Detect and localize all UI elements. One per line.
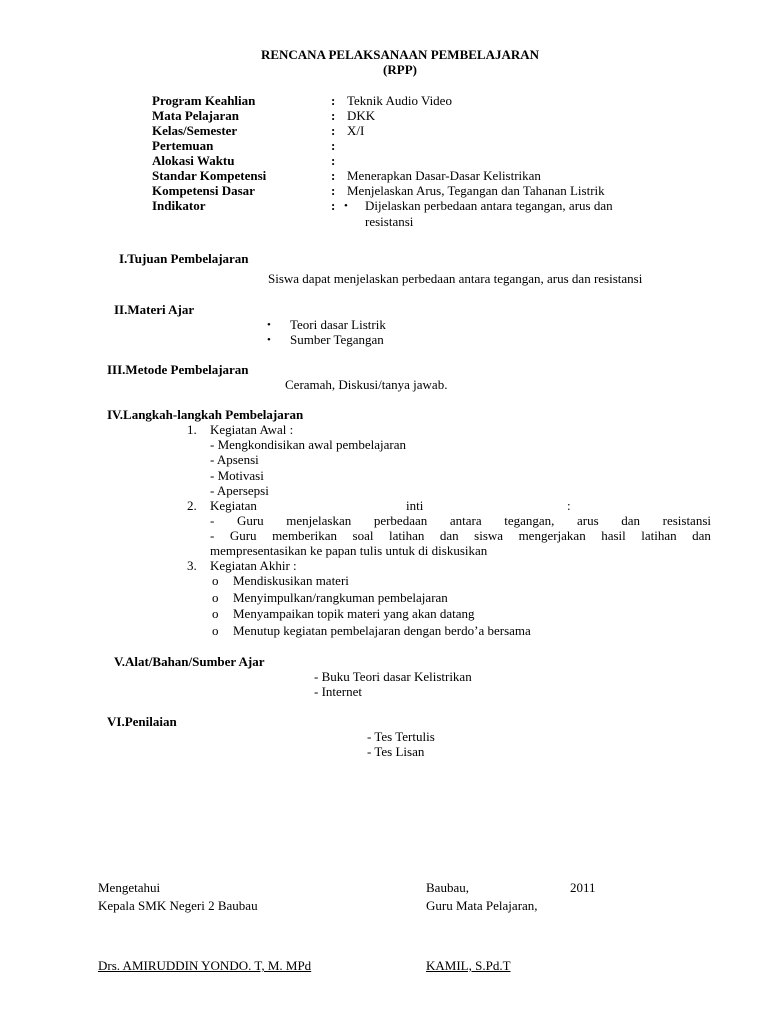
circle-bullet-icon: o: [212, 590, 219, 605]
list-item: - Internet: [314, 684, 363, 699]
word: soal: [352, 528, 374, 543]
signature-place: Baubau,: [426, 880, 469, 895]
info-label: Indikator: [152, 198, 206, 213]
info-value: DKK: [347, 108, 376, 123]
info-colon: :: [331, 198, 336, 213]
signature-left-line1: Mengetahui: [98, 880, 161, 895]
info-colon: :: [331, 123, 336, 138]
justified-line: [210, 528, 711, 543]
info-label: Pertemuan: [152, 138, 214, 153]
word: dan: [621, 513, 641, 528]
info-label: Kompetensi Dasar: [152, 183, 255, 198]
info-value: Menjelaskan Arus, Tegangan dan Tahanan Listrik: [347, 183, 605, 198]
section-heading-alat: V.Alat/Bahan/Sumber Ajar: [114, 654, 265, 669]
step-number: 2.: [187, 498, 197, 513]
info-label: Kelas/Semester: [152, 123, 238, 138]
info-label: Alokasi Waktu: [152, 153, 235, 168]
section-heading-metode: III.Metode Pembelajaran: [107, 362, 249, 377]
word: dan: [439, 528, 459, 543]
tujuan-text: Siswa dapat menjelaskan perbedaan antara tegangan, arus dan resistansi: [268, 271, 643, 286]
step-title: Kegiatan: [210, 498, 257, 513]
info-value: Menerapkan Dasar-Dasar Kelistrikan: [347, 168, 541, 183]
list-item: Sumber Tegangan: [290, 332, 384, 347]
list-item: - Motivasi: [210, 468, 264, 483]
word: latihan: [641, 528, 677, 543]
list-item: Mendiskusikan materi: [233, 573, 349, 588]
info-label: Program Keahlian: [152, 93, 256, 108]
info-colon: :: [331, 108, 336, 123]
signature-year: 2011: [570, 880, 596, 895]
section-heading-langkah: IV.Langkah-langkah Pembelajaran: [107, 407, 304, 422]
list-item: - Mengkondisikan awal pembelajaran: [210, 437, 407, 452]
info-colon: :: [331, 183, 336, 198]
paragraph-line: mempresentasikan ke papan tulis untuk di diskusikan: [210, 543, 488, 558]
word: Guru: [236, 513, 264, 528]
list-item: Teori dasar Listrik: [290, 317, 386, 332]
info-label: Standar Kompetensi: [152, 168, 267, 183]
info-colon: :: [331, 168, 336, 183]
list-item: - Apsensi: [210, 452, 259, 467]
circle-bullet-icon: o: [212, 573, 219, 588]
info-colon: :: [331, 138, 336, 153]
word: Guru: [229, 528, 257, 543]
circle-bullet-icon: o: [212, 606, 219, 621]
list-item: Menyampaikan topik materi yang akan datang: [233, 606, 475, 621]
word: tegangan,: [504, 513, 555, 528]
word: memberikan: [272, 528, 338, 543]
list-item: - Apersepsi: [210, 483, 269, 498]
signature-left-name: Drs. AMIRUDDIN YONDO. T, M. MPd: [98, 958, 312, 973]
word: latihan: [389, 528, 425, 543]
word: perbedaan: [373, 513, 428, 528]
section-heading-tujuan: I.Tujuan Pembelajaran: [119, 251, 249, 266]
info-colon: :: [331, 153, 336, 168]
step-title: Kegiatan Awal :: [210, 422, 294, 437]
metode-text: Ceramah, Diskusi/tanya jawab.: [285, 377, 448, 392]
word: -: [210, 528, 215, 543]
list-item: - Buku Teori dasar Kelistrikan: [314, 669, 472, 684]
info-value: Teknik Audio Video: [347, 93, 452, 108]
word: antara: [449, 513, 482, 528]
step-number: 3.: [187, 558, 197, 573]
list-item: - Tes Lisan: [367, 744, 425, 759]
info-value: X/I: [347, 123, 365, 138]
list-item: Menyimpulkan/rangkuman pembelajaran: [233, 590, 448, 605]
document-title: RENCANA PELAKSANAAN PEMBELAJARAN: [260, 47, 540, 62]
signature-right-name: KAMIL, S.Pd.T: [426, 958, 511, 973]
bullet-icon: •: [267, 319, 271, 331]
justified-line: [210, 513, 711, 528]
info-colon: :: [331, 93, 336, 108]
section-heading-penilaian: VI.Penilaian: [107, 714, 177, 729]
step-title: Kegiatan Akhir :: [210, 558, 297, 573]
word: arus: [576, 513, 599, 528]
word: resistansi: [662, 513, 711, 528]
section-heading-materi: II.Materi Ajar: [114, 302, 195, 317]
word: -: [210, 513, 215, 528]
word: dan: [692, 528, 711, 543]
word: hasil: [601, 528, 626, 543]
signature-right-line2: Guru Mata Pelajaran,: [426, 898, 538, 913]
circle-bullet-icon: o: [212, 623, 219, 638]
step-title: :: [567, 498, 571, 513]
word: menjelaskan: [286, 513, 352, 528]
bullet-icon: •: [267, 334, 271, 346]
info-label: Mata Pelajaran: [152, 108, 240, 123]
word: siswa: [474, 528, 504, 543]
step-number: 1.: [187, 422, 197, 437]
step-title: inti: [406, 498, 424, 513]
word: mengerjakan: [518, 528, 586, 543]
signature-left-line2: Kepala SMK Negeri 2 Baubau: [98, 898, 258, 913]
bullet-icon: •: [344, 200, 348, 212]
info-value: Dijelaskan perbedaan antara tegangan, arus dan: [365, 198, 613, 213]
info-value-continued: resistansi: [365, 214, 414, 229]
list-item: - Tes Tertulis: [367, 729, 435, 744]
document-subtitle: (RPP): [383, 62, 417, 77]
list-item: Menutup kegiatan pembelajaran dengan berdo’a bersama: [233, 623, 531, 638]
